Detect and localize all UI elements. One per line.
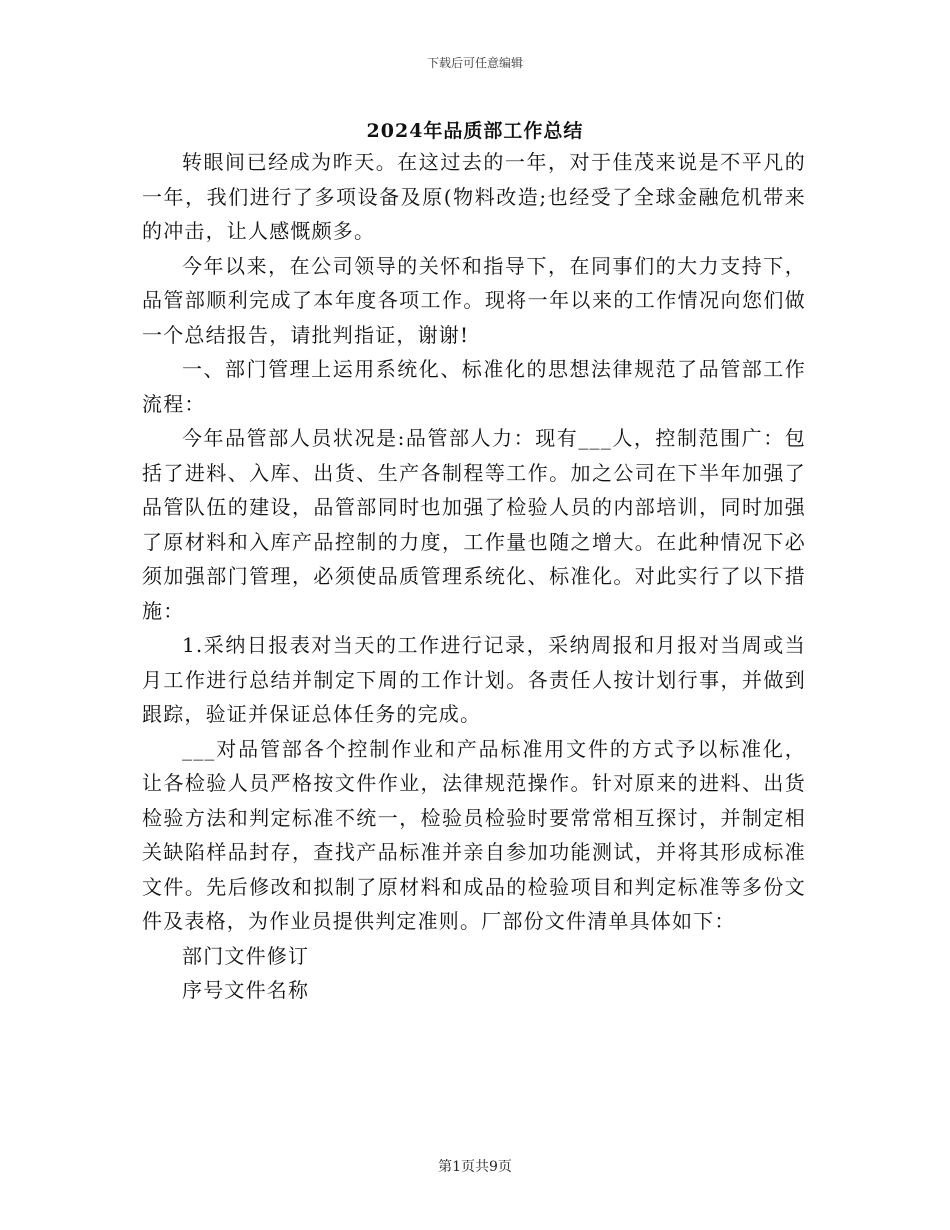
paragraph-intro: 转眼间已经成为昨天。在这过去的一年，对于佳茂来说是不平凡的一年，我们进行了多项设备及原(物料改造;也经受了全球金融危机带来的冲击，让人感慨颇多。	[142, 150, 806, 243]
paragraph-section-heading: 一、部门管理上运用系统化、标准化的思想法律规范了品管部工作流程：	[142, 357, 806, 416]
paragraph-report: 今年以来，在公司领导的关怀和指导下，在同事们的大力支持下，品管部顺利完成了本年度各项工作。现将一年以来的工作情况向您们做一个总结报告，请批判指证，谢谢!	[142, 253, 806, 347]
paragraph-measure-2: ___对品管部各个控制作业和产品标准用文件的方式予以标准化，让各检验人员严格按文件作业，法律规范操作。针对原来的进料、出货检验方法和判定标准不统一，检验员检验时要常常相互探讨，并制定相关缺陷样品封存，查找产品标准并亲自参加功能测试，并将其形成标准文件。先后修改和拟制了原材料和成品的检验项目和判定标准等多份文件及表格，为作业员提供判定准则。厂部份文件清单具体如下：	[142, 736, 806, 933]
paragraph-doc-list-header: 序号文件名称	[182, 978, 310, 1002]
paragraph-staffing: 今年品管部人员状况是:品管部人力：现有___人，控制范围广：包括了进料、入库、出货、生产各制程等工作。加之公司在下半年加强了品管队伍的建设，品管部同时也加强了检验人员的内部培训，同时加强了原材料和入库产品控制的力度，工作量也随之增大。在此种情况下必须加强部门管理，必须使品质管理系统化、标准化。对此实行了以下措施：	[142, 426, 806, 623]
page-footer: 第1页共9页	[438, 1159, 512, 1175]
paragraph-doc-revision: 部门文件修订	[182, 943, 310, 968]
document-body	[142, 145, 806, 1008]
page-header: 下载后可任意编辑	[426, 56, 523, 70]
paragraph-measure-1: 1.采纳日报表对当天的工作进行记录，采纳周报和月报对当周或当月工作进行总结并制定下周的工作计划。各责任人按计划行事，并做到跟踪，验证并保证总体任务的完成。	[142, 633, 806, 726]
document-title: 2024年品质部工作总结	[366, 120, 584, 142]
